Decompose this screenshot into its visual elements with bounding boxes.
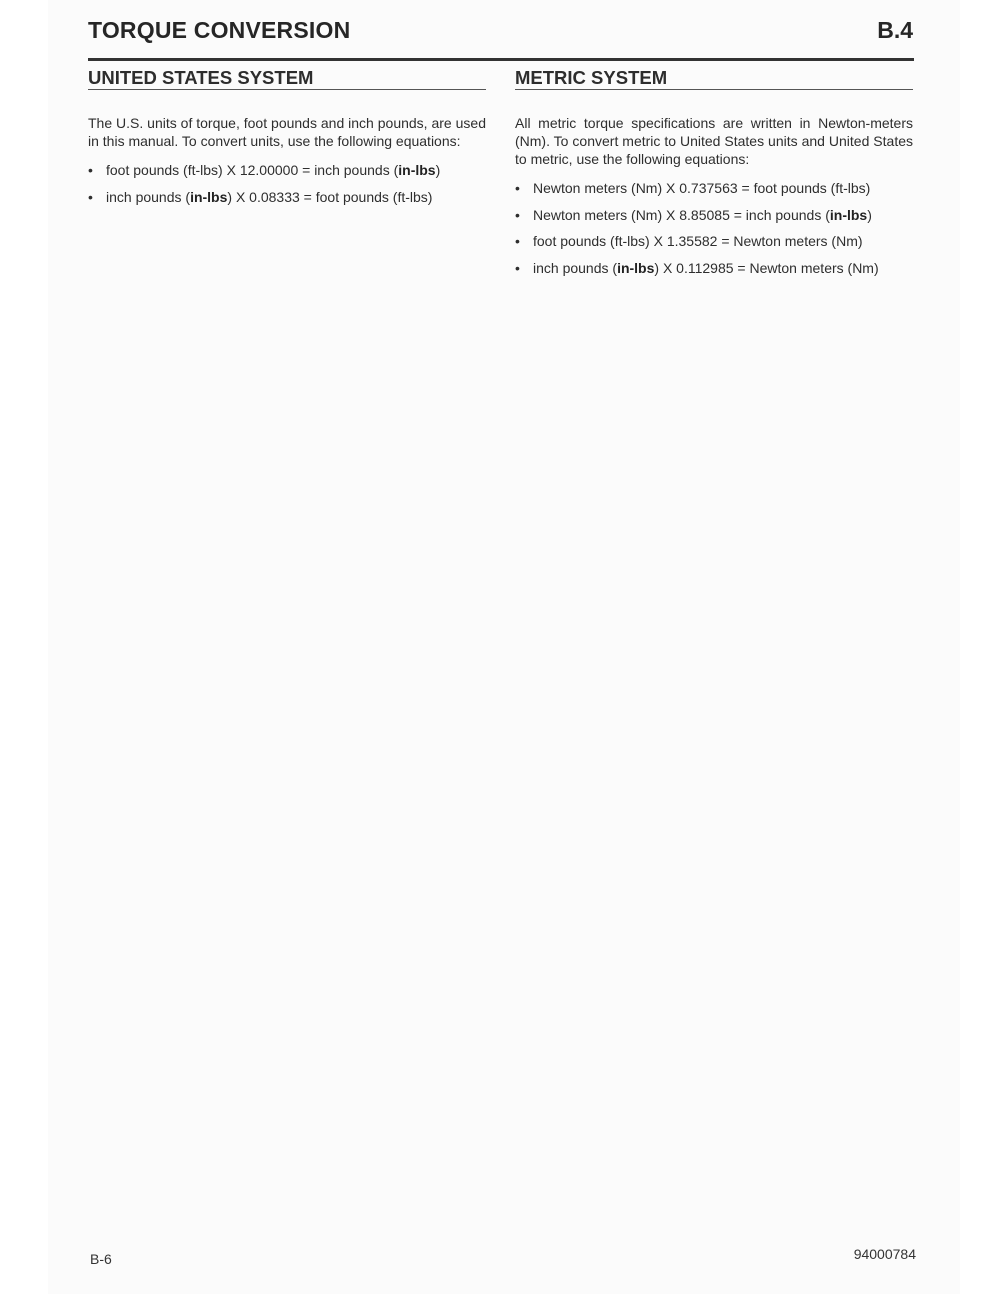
bullet-icon: • [515, 206, 520, 223]
metric-system-heading: METRIC SYSTEM [515, 67, 913, 90]
us-system-column [88, 67, 486, 214]
bullet-icon: • [515, 259, 520, 276]
metric-equation-item [515, 232, 913, 250]
page-title: TORQUE CONVERSION [88, 17, 351, 43]
equation-bold-unit: in-lbs [829, 206, 868, 223]
document-number: 94000784 [853, 1246, 916, 1262]
equation-bold-unit: in-lbs [617, 259, 655, 276]
equation-text: Newton meters (Nm) X 0.737563 = foot pounds (ft-lbs) [533, 180, 871, 196]
equation-text: foot pounds (ft-lbs) X 12.00000 = inch pounds ( [106, 162, 399, 178]
metric-equation-item [515, 206, 913, 224]
metric-equation-list [515, 179, 913, 277]
us-equation-item [88, 161, 486, 179]
equation-text: ) X 0.08333 = foot pounds (ft-lbs) [227, 188, 433, 205]
equation-text: ) [435, 162, 441, 178]
us-system-heading: UNITED STATES SYSTEM [88, 67, 486, 90]
metric-equation-item [515, 259, 913, 277]
header-divider [88, 58, 914, 61]
equation-bold-unit: in-lbs [190, 188, 228, 205]
equation-text: foot pounds (ft-lbs) X 1.35582 = Newton meters (Nm) [533, 233, 863, 249]
metric-equation-item [515, 179, 913, 197]
page-number: B-6 [90, 1251, 112, 1267]
section-code: B.4 [877, 17, 913, 43]
equation-text: Newton meters (Nm) X 8.85085 = inch pounds ( [533, 206, 830, 223]
bullet-icon: • [515, 180, 520, 196]
us-equation-list [88, 161, 486, 206]
bullet-icon: • [515, 233, 520, 249]
equation-text: ) X 0.112985 = Newton meters (Nm) [654, 259, 879, 276]
bullet-icon: • [88, 188, 93, 205]
equation-text: inch pounds ( [106, 188, 191, 205]
us-system-intro: The U.S. units of torque, foot pounds and inch pounds, are used in this manual. To convert units, use the following equations: [88, 115, 486, 149]
bullet-icon: • [88, 162, 93, 178]
us-equation-item [88, 188, 486, 206]
equation-text: ) [867, 206, 872, 223]
equation-text: inch pounds ( [533, 259, 618, 276]
metric-system-column [515, 67, 913, 285]
metric-system-intro: All metric torque specifications are written in Newton-meters (Nm). To convert metric to United States units and United States to metric, use the following equations: [515, 115, 913, 167]
equation-bold-unit: in-lbs [398, 162, 436, 178]
